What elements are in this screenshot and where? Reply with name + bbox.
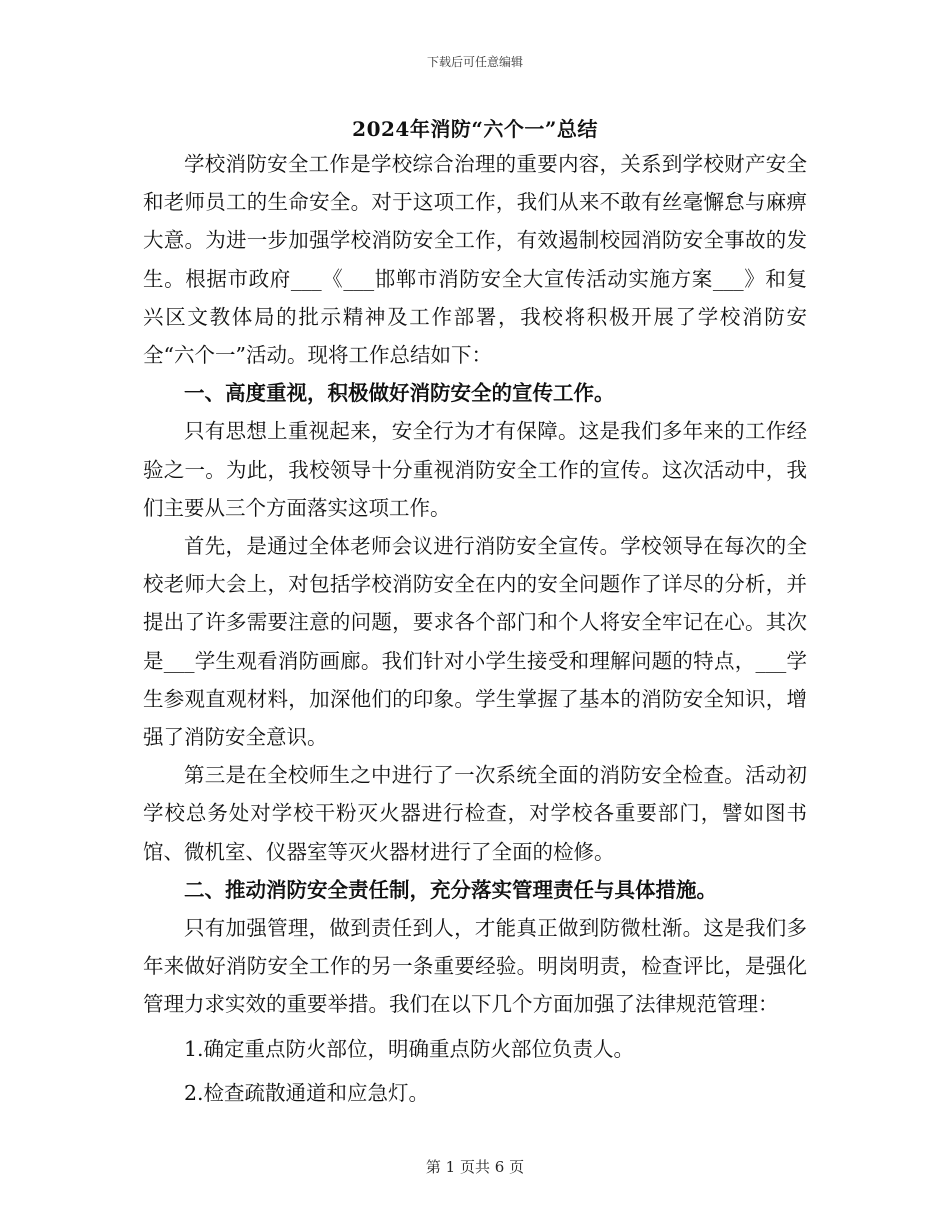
paragraph-section1-first: 首先，是通过全体老师会议进行消防安全宣传。学校领导在每次的全校老师大会上，对包括学校消防安全在内的安全问题作了详尽的分析，并提出了许多需要注意的问题，要求各个部门和个人将安全牢记在心。其次是___学生观看消防画廊。我们针对小学生接受和理解问题的特点，___学生参观直观材料，加深他们的印象。学生掌握了基本的消防安全知识，增强了消防安全意识。 <box>143 534 807 750</box>
header-note: 下载后可任意编辑 <box>426 55 523 69</box>
section-heading-1: 一、高度重视，积极做好消防安全的宣传工作。 <box>184 381 615 406</box>
section-heading-2: 二、推动消防安全责任制，充分落实管理责任与具体措施。 <box>184 877 717 902</box>
paragraph-section1-intro: 只有思想上重视起来，安全行为才有保障。这是我们多年来的工作经验之一。为此，我校领导十分重视消防安全工作的宣传。这次活动中，我们主要从三个方面落实这项工作。 <box>143 419 807 520</box>
paragraph-intro: 学校消防安全工作是学校综合治理的重要内容，关系到学校财产安全和老师员工的生命安全。对于这项工作，我们从来不敢有丝毫懈怠与麻痹大意。为进一步加强学校消防安全工作，有效遏制校园消防安全事故的发生。根据市政府___《___邯郸市消防安全大宣传活动实施方案___》和复兴区文教体局的批示精神及工作部署，我校将积极开展了学校消防安全“六个一”活动。现将工作总结如下： <box>143 152 807 368</box>
paragraph-section2-intro: 只有加强管理，做到责任到人，才能真正做到防微杜渐。这是我们多年来做好消防安全工作的另一条重要经验。明岗明责，检查评比，是强化管理力求实效的重要举措。我们在以下几个方面加强了法律规范管理： <box>143 916 807 1017</box>
document-title: 2024年消防“六个一”总结 <box>352 117 598 141</box>
page-footer: 第 1 页共 6 页 <box>425 1158 525 1176</box>
document-body <box>143 145 807 1118</box>
list-item-2: 2.检查疏散通道和应急灯。 <box>184 1080 430 1105</box>
list-item-1: 1.确定重点防火部位，明确重点防火部位负责人。 <box>184 1036 635 1061</box>
paragraph-section1-third: 第三是在全校师生之中进行了一次系统全面的消防安全检查。活动初学校总务处对学校干粉灭火器进行检查，对学校各重要部门，譬如图书馆、微机室、仪器室等灭火器材进行了全面的检修。 <box>143 763 807 864</box>
